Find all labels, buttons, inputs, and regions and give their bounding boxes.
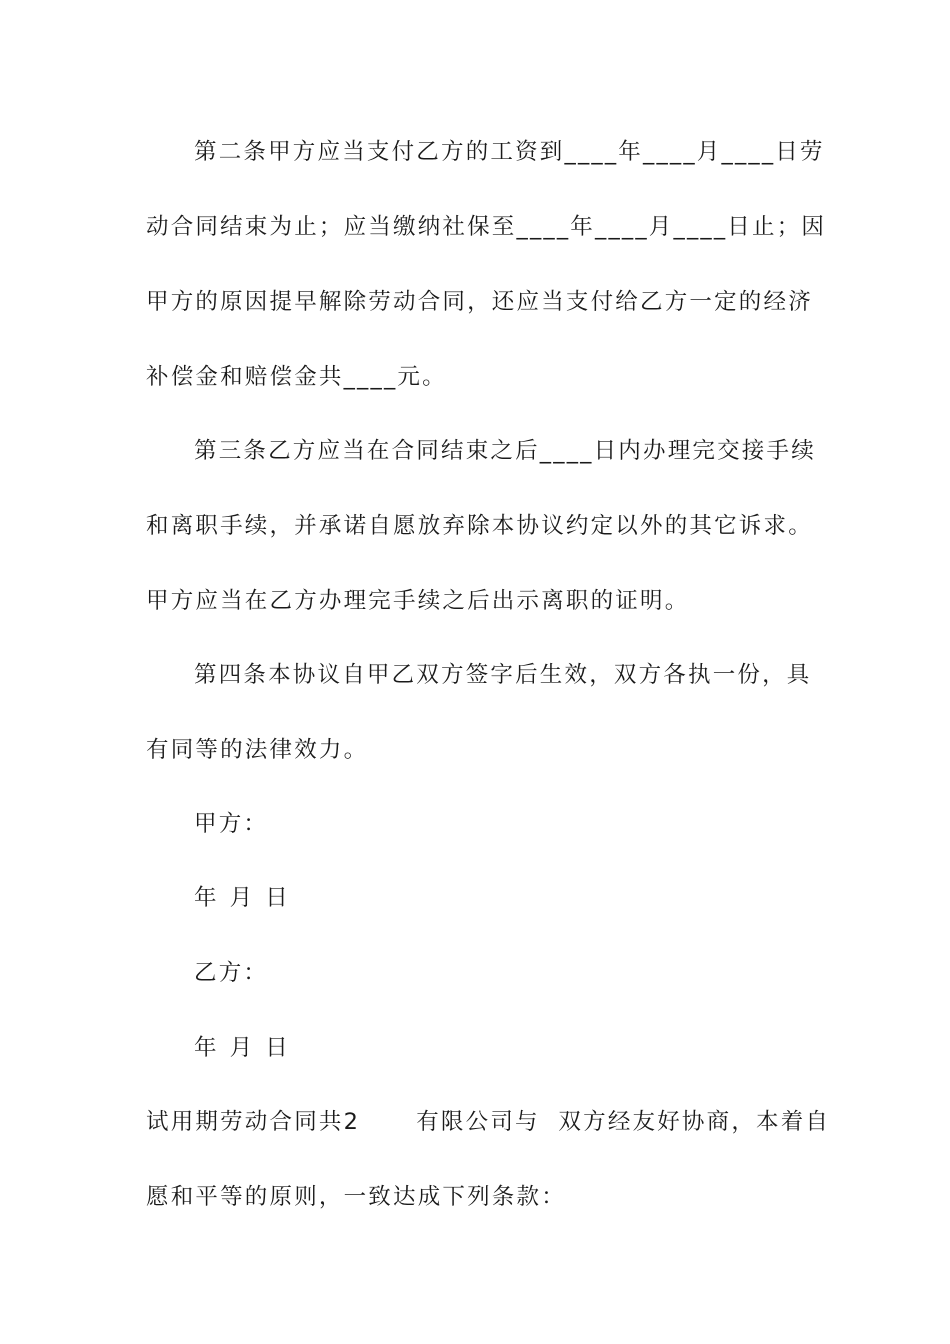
article-3-line-1: 第三条乙方应当在合同结束之后____日内办理完交接手续 (194, 438, 816, 464)
article-3-line-2: 和离职手续，并承诺自愿放弃除本协议约定以外的其它诉求。 (146, 513, 813, 539)
party-b-date: 年 月 日 (194, 1035, 291, 1061)
article-4-line-2: 有同等的法律效力。 (146, 737, 369, 763)
article-3-line-3: 甲方应当在乙方办理完手续之后出示离职的证明。 (146, 588, 690, 614)
contract-intro-line-1: 试用期劳动合同共2 有限公司与 双方经友好协商，本着自 (146, 1109, 831, 1135)
party-b-label: 乙方： (194, 960, 269, 986)
party-a-label: 甲方： (194, 811, 269, 837)
article-2-line-2: 动合同结束为止；应当缴纳社保至____年____月____日止；因 (146, 214, 827, 240)
article-4-line-1: 第四条本协议自甲乙双方签字后生效，双方各执一份，具 (194, 662, 812, 688)
article-2-line-4: 补偿金和赔偿金共____元。 (146, 364, 447, 390)
article-2-line-3: 甲方的原因提早解除劳动合同，还应当支付给乙方一定的经济 (146, 289, 813, 315)
article-2-line-1: 第二条甲方应当支付乙方的工资到____年____月____日劳 (194, 139, 825, 165)
party-a-date: 年 月 日 (194, 885, 291, 911)
contract-intro-line-2: 愿和平等的原则，一致达成下列条款： (146, 1184, 566, 1210)
